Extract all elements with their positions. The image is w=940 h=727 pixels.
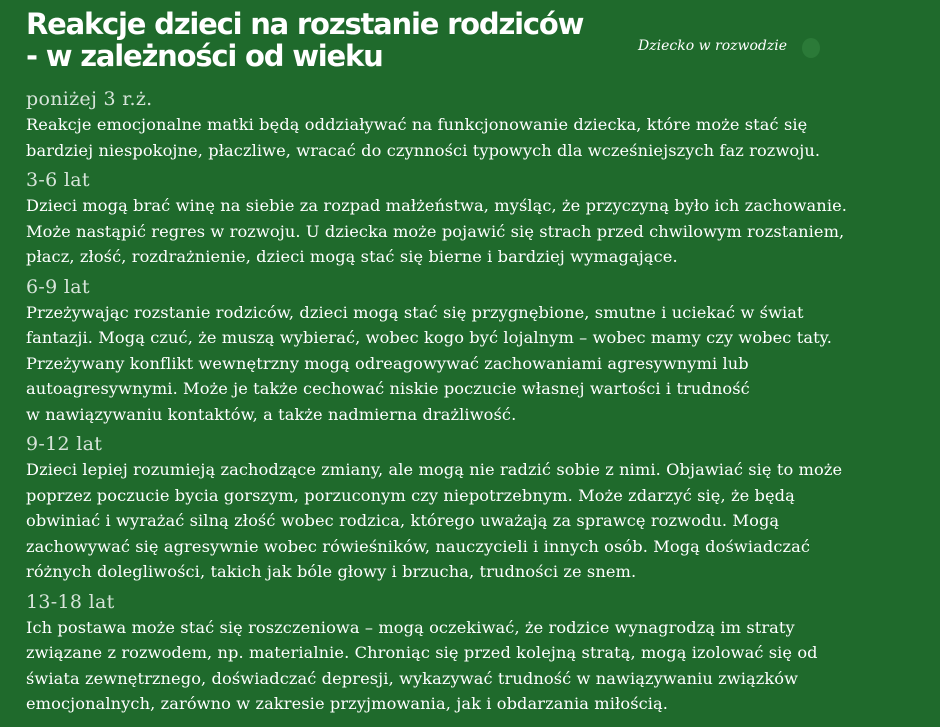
text-line: autoagresywnymi. Może je także cechować niskie poczucie własnej wartości i trudność bbox=[26, 379, 750, 398]
section-text bbox=[26, 457, 926, 585]
text-line: Dzieci mogą brać winę na siebie za rozpad małżeństwa, myśląc, że przyczyną było ich zachowanie. bbox=[26, 196, 848, 215]
text-line: obwiniać i wyrażać silną złość wobec rodzica, którego uważają za sprawcę rozwodu. Mogą bbox=[26, 511, 780, 530]
title-line-1: Reakcje dzieci na rozstanie rodziców bbox=[26, 7, 584, 41]
text-line: Przeżywany konflikt wewnętrzny mogą odreagowywać zachowaniami agresywnymi lub bbox=[26, 353, 749, 373]
section-heading: 6-9 lat bbox=[26, 275, 90, 298]
text-line: związane z rozwodem, np. materialnie. Chroniąc się przed kolejną stratą, mogą izolować się od bbox=[26, 643, 818, 662]
text-line: zachowywać się agresywnie wobec rówieśników, nauczycieli i innych osób. Mogą doświadczać bbox=[26, 536, 811, 556]
source-tag: Dziecko w rozwodzie bbox=[638, 38, 788, 54]
section-text bbox=[26, 193, 926, 270]
section-6-9 bbox=[26, 274, 926, 428]
text-line: Reakcje emocjonalne matki będą oddziaływać na funkcjonowanie dziecka, które może stać się bbox=[26, 115, 808, 134]
section-13-18 bbox=[26, 589, 926, 717]
leaf-icon bbox=[802, 38, 820, 58]
text-line: poprzez poczucie bycia gorszym, porzuconym czy niepotrzebnym. Może zdarzyć się, że będą bbox=[26, 485, 795, 505]
section-heading: 13-18 lat bbox=[26, 590, 115, 613]
title-line-2: - w zależności od wieku bbox=[26, 39, 383, 73]
text-line: fantazji. Mogą czuć, że muszą wybierać, wobec kogo być lojalnym – wobec mamy czy wobec taty. bbox=[26, 328, 833, 347]
section-text bbox=[26, 112, 926, 163]
age-sections bbox=[26, 86, 926, 721]
text-line: płacz, złość, rozdrażnienie, dzieci mogą stać się bierne i bardziej wymagające. bbox=[26, 247, 678, 266]
text-line: Przeżywając rozstanie rodziców, dzieci mogą stać się przygnębione, smutne i uciekać w świat bbox=[26, 302, 804, 322]
page-title bbox=[26, 8, 626, 72]
section-heading: 3-6 lat bbox=[26, 169, 90, 191]
section-under-3 bbox=[26, 86, 926, 163]
section-text bbox=[26, 615, 926, 717]
section-9-12 bbox=[26, 431, 926, 585]
text-line: w nawiązywaniu kontaktów, a także nadmierna drażliwość. bbox=[26, 404, 517, 424]
text-line: świata zewnętrznego, doświadczać depresji, wykazywać trudność w nawiązywaniu związków bbox=[26, 668, 799, 688]
text-line: różnych dolegliwości, takich jak bóle głowy i brzucha, trudności ze snem. bbox=[26, 562, 637, 581]
text-line: Ich postawa może stać się roszczeniowa – mogą oczekiwać, że rodzice wynagrodzą im straty bbox=[26, 617, 795, 637]
section-text bbox=[26, 300, 926, 428]
text-line: Dzieci lepiej rozumieją zachodzące zmiany, ale mogą nie radzić sobie z nimi. Objawiać się to może bbox=[26, 460, 843, 479]
text-line: bardziej niespokojne, płaczliwe, wracać do czynności typowych dla wcześniejszych faz rozwoju. bbox=[26, 140, 821, 160]
text-line: emocjonalnych, zarówno w zakresie przyjmowania, jak i obdarzania miłością. bbox=[26, 694, 669, 713]
section-heading: poniżej 3 r.ż. bbox=[26, 88, 153, 110]
section-3-6 bbox=[26, 167, 926, 270]
text-line: Może nastąpić regres w rozwoju. U dziecka może pojawić się strach przed chwilowym rozstaniem, bbox=[26, 221, 845, 241]
section-heading: 9-12 lat bbox=[26, 433, 103, 455]
